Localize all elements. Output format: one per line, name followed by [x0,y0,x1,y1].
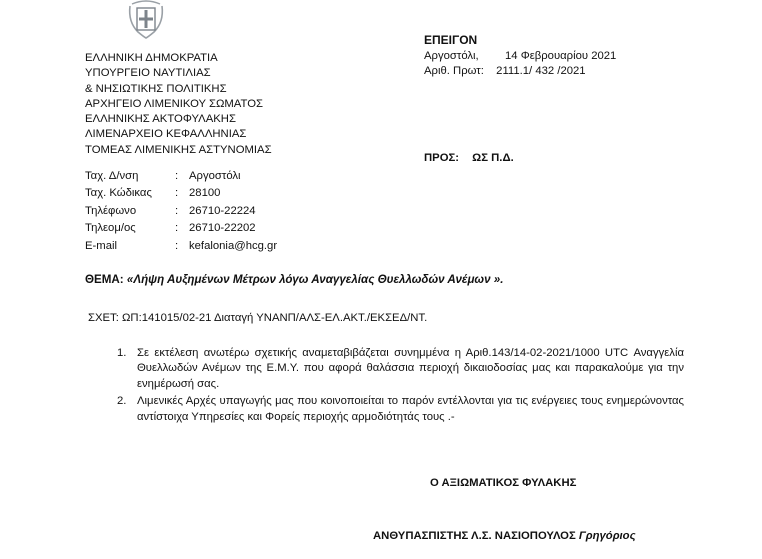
item-text: Λιμενικές Αρχές υπαγωγής μας που κοινοποιείται το παρόν εντέλλονται για τις ενέργειες τους ενημερώνοντας αντίστοιχα Υπηρεσίες και Φορείς περιοχής αρμοδιότητάς τους .- [137,395,684,423]
recipient-line [424,152,514,164]
authority-line: ΕΛΛΗΝΙΚΗΣ ΑΚΤΟΦΥΛΑΚΗΣ [85,113,236,126]
protocol-number: 2111.1/ 432 /2021 [496,65,586,77]
issuing-authority [85,51,272,158]
authority-line: ΛΙΜΕΝΑΡΧΕΙΟ ΚΕΦΑΛΛΗΝΙΑΣ [85,128,247,141]
contact-separator: : [175,239,179,252]
item-number: 2. [117,395,127,408]
coat-of-arms-icon [124,0,168,40]
place-date-line [424,49,616,65]
item-number: 1. [117,347,127,359]
body-list [117,346,684,427]
signatory-name: Γρηγόριος [578,530,636,542]
protocol-label: Αριθ. Πρωτ: [424,65,484,77]
signatory-rank: ΑΝΘΥΠΑΣΠΙΣΤΗΣ Λ.Σ. ΝΑΣΙΟΠΟΥΛΟΣ [373,530,576,542]
contact-label: Τηλέφωνο [85,204,137,217]
contact-value: 26710-22224 [189,204,256,217]
contact-separator: : [175,204,179,217]
signatory-name-line [373,530,636,542]
subject-text: «Λήψη Αυξημένων Μέτρων λόγω Αναγγελίας Θυελλωδών Ανέμων ». [126,273,504,286]
contact-value: Αργοστόλι [189,170,241,182]
document-date: 14 Φεβρουαρίου 2021 [504,49,617,62]
authority-line: ΕΛΛΗΝΙΚΗ ΔΗΜΟΚΡΑΤΙΑ [85,52,218,64]
place-label: Αργοστόλι, [424,49,479,62]
signatory-title: Ο ΑΞΙΩΜΑΤΙΚΟΣ ΦΥΛΑΚΗΣ [430,477,577,489]
contact-row-fax [85,220,277,237]
contact-label: E-mail [85,239,118,252]
list-item [117,346,684,392]
urgency-label: ΕΠΕΙΓΟΝ [424,33,478,47]
contact-separator: : [175,222,179,235]
contact-row-phone [85,203,277,220]
subject-line [85,273,503,286]
contact-value: 28100 [189,187,221,200]
contact-separator: : [175,187,179,200]
contact-label: Ταχ. Κώδικας [85,187,152,200]
list-item [117,394,684,425]
authority-line: ΥΠΟΥΡΓΕΙΟ ΝΑΥΤΙΛΙΑΣ [85,67,211,80]
email-link[interactable]: kefalonia@hcg.gr [189,239,278,252]
recipient-value: ΩΣ Π.Δ. [472,152,514,164]
authority-line: ΑΡΧΗΓΕΙΟ ΛΙΜΕΝΙΚΟΥ ΣΩΜΑΤΟΣ [85,97,263,110]
contact-label: Τηλεομ/ος [85,222,136,235]
subject-label: ΘΕΜΑ: [85,273,124,286]
authority-line: ΤΟΜΕΑΣ ΛΙΜΕΝΙΚΗΣ ΑΣΤΥΝΟΜΙΑΣ [85,143,272,156]
contact-separator: : [175,170,179,182]
contact-row-email [85,238,277,255]
document-meta [424,33,616,80]
protocol-line [424,64,616,80]
contact-row-postcode [85,185,277,202]
contact-label: Ταχ. Δ/νση [85,170,139,182]
contact-details [85,168,277,255]
contact-row-address [85,168,277,185]
contact-value: 26710-22202 [189,222,256,235]
reference-line: ΣΧΕΤ: ΩΠ:141015/02-21 Διαταγή ΥΝΑΝΠ/ΑΛΣ-ΕΛ.ΑΚΤ./ΕΚΣΕΔ/ΝΤ. [88,312,428,324]
item-text: Σε εκτέλεση ανωτέρω σχετικής αναμεταβιβάζεται συνημμένα η Αριθ.143/14-02-2021/1000 UTC Αναγγελία Θυελλωδών Ανέμων της Ε.Μ.Υ. που αφορά θαλάσσια περιοχή δικαιοδοσίας μας και παρακαλούμε για την ενημέρωσή σας. [137,347,684,390]
authority-line: & ΝΗΣΙΩΤΙΚΗΣ ΠΟΛΙΤΙΚΗΣ [85,82,227,95]
recipient-label: ΠΡΟΣ: [424,152,460,164]
